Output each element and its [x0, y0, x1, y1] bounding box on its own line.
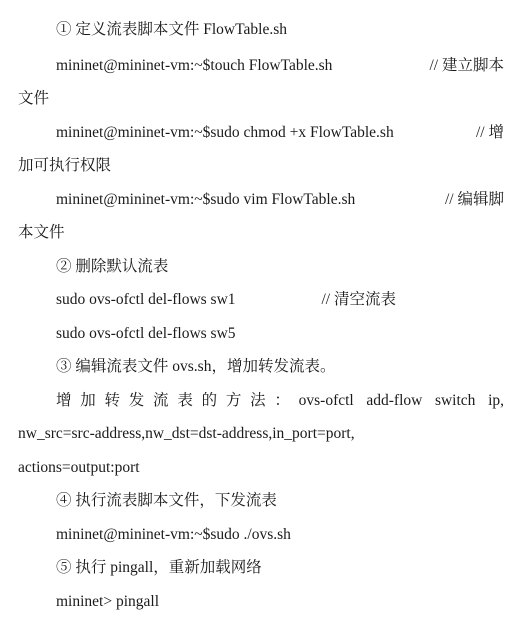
comment-add-exec: // 增	[476, 124, 504, 141]
command-pingall: mininet> pingall	[56, 593, 160, 610]
comment-edit-script-continued: 本文件	[18, 224, 65, 241]
add-flow-method-params: nw_src=src-address,nw_dst=dst-address,in_port=port,	[18, 425, 355, 442]
command-chmod: mininet@mininet-vm:~$sudo chmod +x FlowTable.sh	[56, 124, 394, 141]
command-run-ovs: mininet@mininet-vm:~$sudo ./ovs.sh	[56, 526, 291, 543]
comment-clear-flows: // 清空流表	[321, 291, 396, 308]
comment-create-script-continued: 文件	[18, 90, 50, 107]
add-flow-method-actions: actions=output:port	[18, 459, 140, 476]
command-vim-row	[56, 190, 504, 210]
step-4-heading: ④ 执行流表脚本文件，下发流表	[56, 492, 277, 509]
command-touch-row	[56, 56, 504, 76]
command-chmod-row	[56, 123, 504, 143]
command-del-flows-sw1: sudo ovs-ofctl del-flows sw1	[56, 291, 236, 308]
step-5-heading: ⑤ 执行 pingall，重新加载网络	[56, 559, 262, 576]
add-flow-method: 增加转发流表的方法：ovs-ofctl add-flow switch ip,	[56, 392, 504, 409]
step-3-heading: ③ 编辑流表文件 ovs.sh，增加转发流表。	[56, 358, 336, 375]
command-vim: mininet@mininet-vm:~$sudo vim FlowTable.sh	[56, 191, 356, 208]
step-1-heading: ① 定义流表脚本文件 FlowTable.sh	[56, 21, 287, 38]
command-del-flows-sw5: sudo ovs-ofctl del-flows sw5	[56, 325, 236, 342]
command-touch: mininet@mininet-vm:~$touch FlowTable.sh	[56, 57, 333, 74]
command-del-flows-sw1-row	[56, 290, 396, 310]
comment-add-exec-continued: 加可执行权限	[18, 157, 112, 174]
step-2-heading: ② 删除默认流表	[56, 258, 169, 275]
comment-create-script: // 建立脚本	[429, 57, 504, 74]
comment-edit-script: // 编辑脚	[445, 191, 504, 208]
